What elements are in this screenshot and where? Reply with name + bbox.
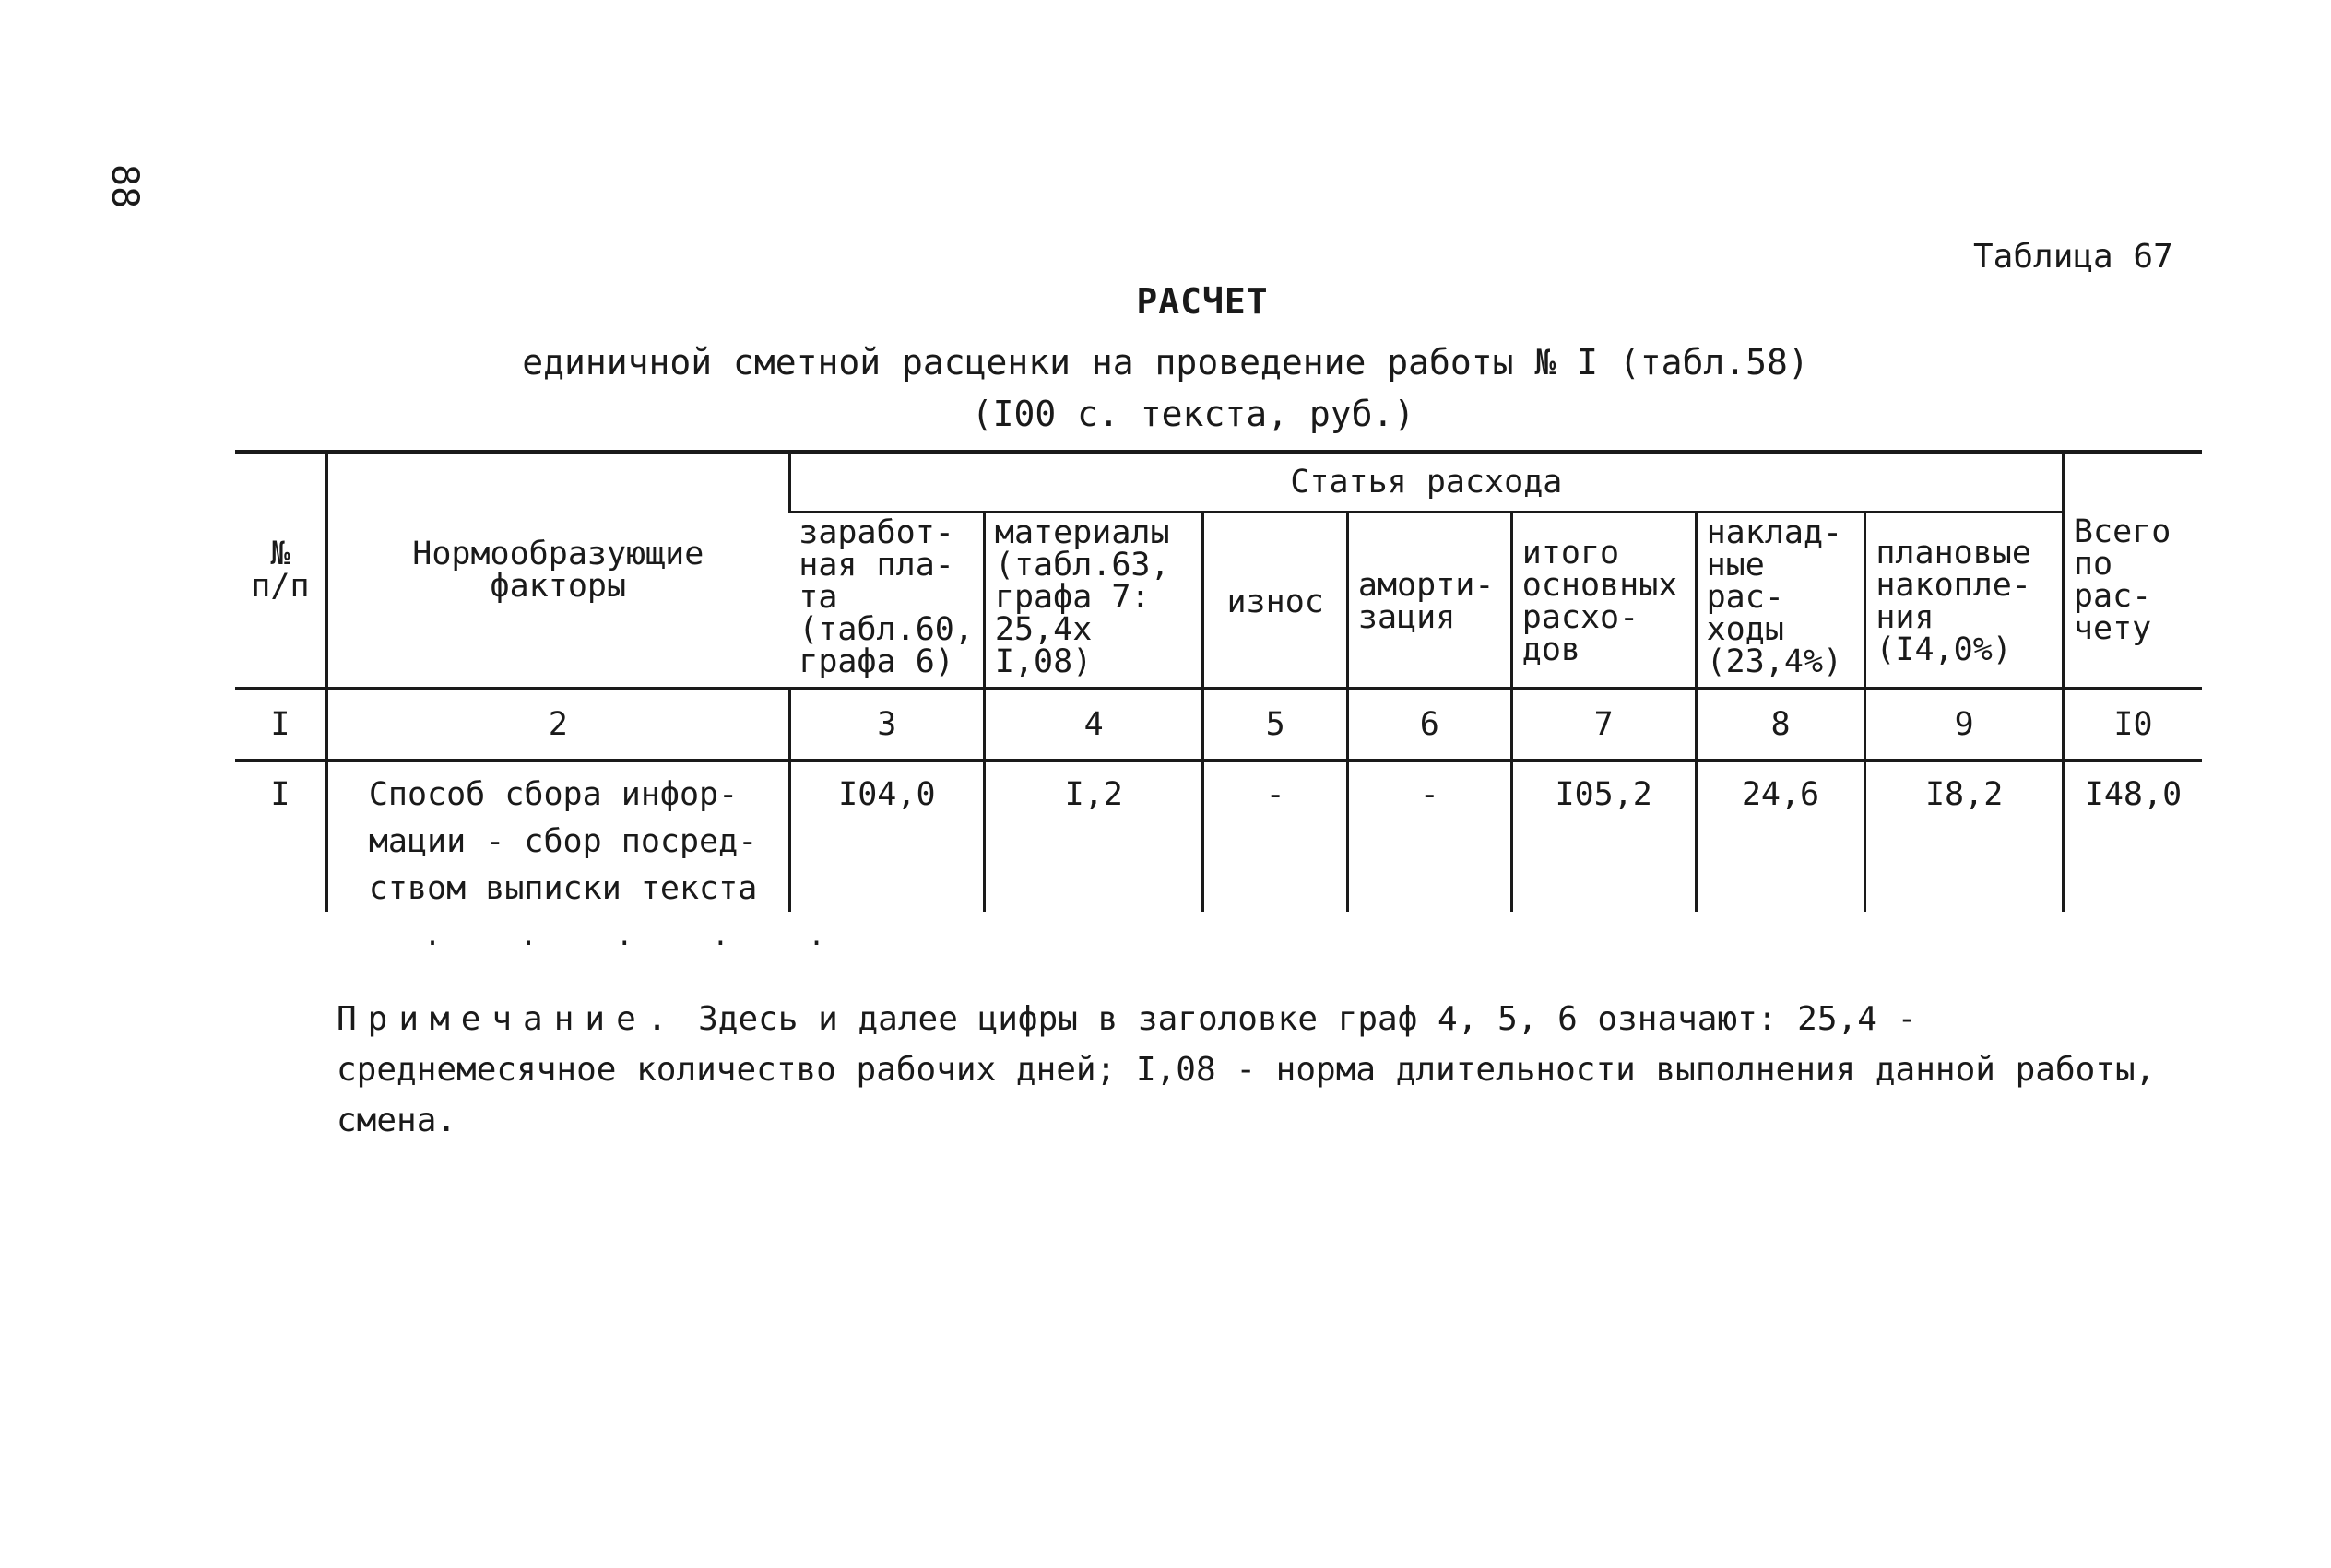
column-number-row (235, 689, 2202, 760)
page-number: 88 (103, 164, 146, 209)
cell-materials: I,2 (984, 760, 1203, 912)
column-number: I0 (2063, 689, 2202, 760)
header-wage: заработ-ная пла-та (табл.60, графа 6) (799, 514, 974, 680)
header-materials: материалы (табл.63, графа 7: 25,4х I,08) (984, 513, 1203, 690)
cell-wage: I04,0 (789, 760, 984, 912)
calculation-table (235, 450, 2202, 912)
header-expense-group: Статья расхода (789, 452, 2063, 513)
cell-total: I48,0 (2063, 760, 2202, 912)
column-number: 5 (1203, 689, 1347, 760)
title-line-1: РАСЧЕТ (1136, 281, 1269, 322)
column-number: 8 (1696, 689, 1865, 760)
header-basic-expenses: итого основных расхо-дов (1511, 513, 1696, 690)
header-planned-savings: плановые накопле-ния (I4,0%) (1865, 513, 2064, 690)
header-total: Всего по рас-чету (2063, 452, 2202, 689)
column-number: 9 (1865, 689, 2064, 760)
title-line-3: (I00 с. текста, руб.) (971, 394, 1415, 434)
column-number: I (235, 689, 326, 760)
footnote-text: Здесь и далее цифры в заголовке граф 4, 5, 6 означают: 25,4 - среднемесячное количество рабочих дней; I,08 - норма длительности выполнения данной работы, смена. (337, 1000, 2156, 1139)
cell-amortization: - (1347, 760, 1511, 912)
column-number: 6 (1347, 689, 1511, 760)
cell-no: I (270, 776, 290, 813)
continuation-marks: . . . . . (424, 920, 857, 952)
document-title (0, 281, 2331, 434)
column-number: 7 (1511, 689, 1696, 760)
column-number: 3 (789, 689, 984, 760)
cell-factor: Способ сбора инфор-мации - сбор посред-ством выписки текста (326, 760, 789, 912)
table-row (235, 760, 2202, 912)
footnote (337, 994, 2199, 1146)
column-number: 4 (984, 689, 1203, 760)
cell-wear: - (1203, 760, 1347, 912)
title-line-2: единичной сметной расценки на проведение работы № I (табл.58) (522, 342, 1809, 383)
header-overhead: наклад-ные рас-ходы (23,4%) (1696, 513, 1865, 690)
table-label: Таблица 67 (1973, 238, 2173, 276)
header-amortization: аморти-зация (1347, 513, 1511, 690)
cell-basic-expenses: I05,2 (1511, 760, 1696, 912)
header-wear: износ (1203, 513, 1347, 690)
header-no: № п/п (235, 452, 326, 689)
cell-overhead: 24,6 (1696, 760, 1865, 912)
header-factors: Нормообразующие факторы (326, 452, 789, 689)
column-number: 2 (326, 689, 789, 760)
footnote-label: Примечание. (337, 1000, 679, 1038)
cell-planned-savings: I8,2 (1865, 760, 2064, 912)
